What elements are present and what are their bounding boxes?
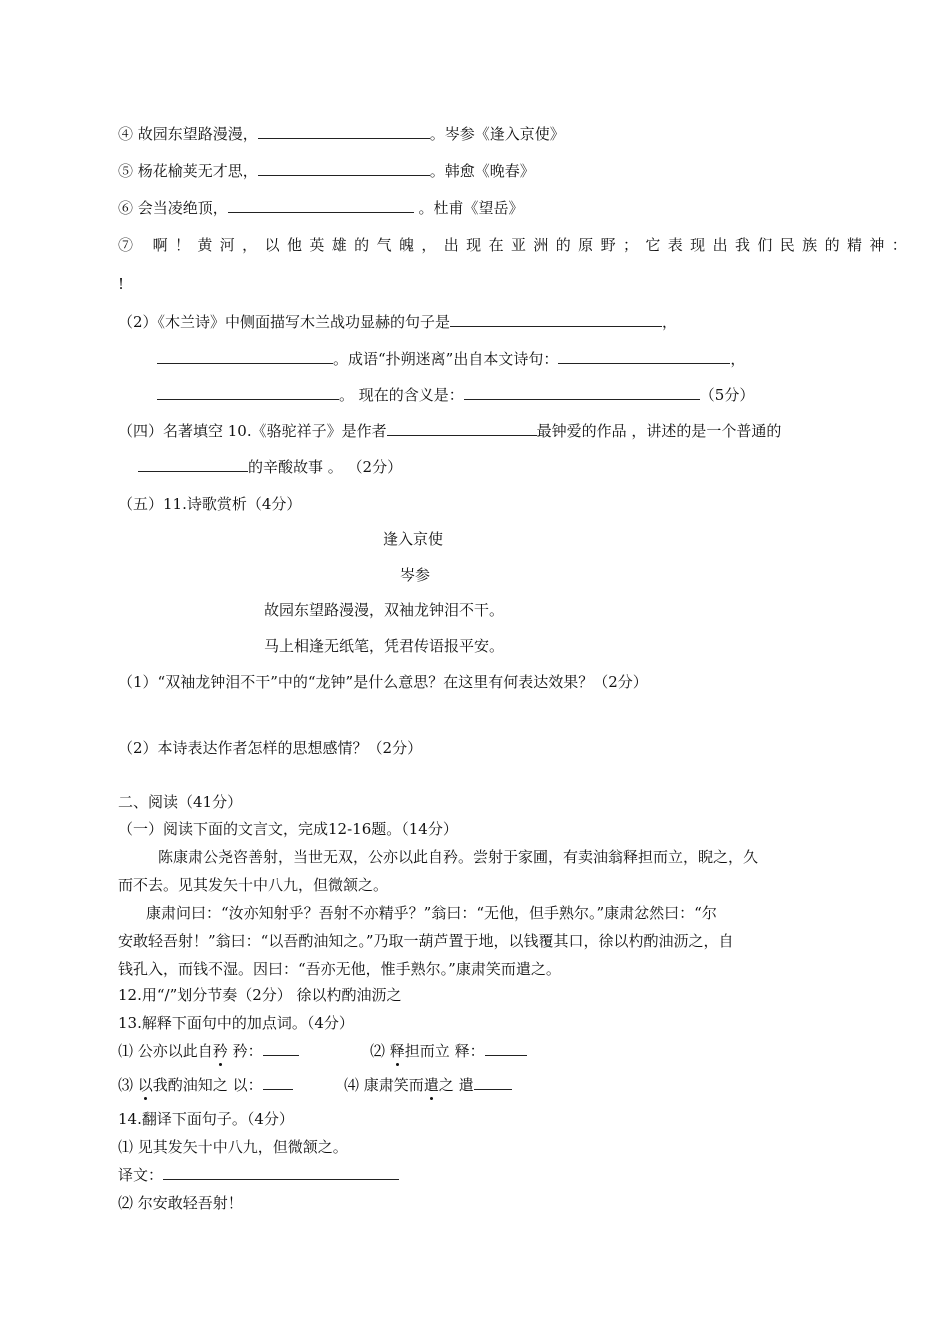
question-13-2 [370,1041,527,1061]
dotted-word: 矜 [212,1042,228,1060]
poem-5-text: ⑤ 杨花榆荚无才思， [118,162,258,180]
passage-p2-line1: 康肃问曰：“汝亦知射乎？吾射不亦精乎？”翁曰：“无他，但手熟尔。”康肃忿然曰：“尔 [146,904,717,922]
answer-blank[interactable] [450,312,662,327]
q13-1-text: ⑴ 公亦以此自 [118,1042,213,1060]
poem-line-7-end: ! [118,275,125,293]
question-13-1 [118,1041,299,1061]
question-13: 13.解释下面句中的加点词。（4分） [118,1014,354,1032]
poem-6-source: 。杜甫《望岳》 [413,199,524,217]
answer-blank[interactable] [485,1041,527,1056]
answer-blank[interactable] [263,1075,293,1090]
q13-4-text: ⑷ 康肃笑而 [344,1076,424,1094]
mulan-q2-text: 。成语“扑朔迷离”出自本文诗句： [333,350,559,368]
answer-blank[interactable] [258,124,430,139]
poem-6-text: ⑥ 会当凌绝顶， [118,199,228,217]
question-13-4 [344,1075,512,1095]
poem-verse-1: 故园东望路漫漫，双袖龙钟泪不干。 [264,601,505,619]
answer-blank[interactable] [138,457,248,472]
q13-4-label: 之 遣 [438,1076,474,1094]
dotted-word: 释 [389,1042,405,1060]
question-14: 14.翻译下面句子。（4分） [118,1110,294,1128]
poem-title: 逢入京使 [383,530,444,548]
answer-blank[interactable] [258,161,430,176]
mulan-question-3 [157,385,754,405]
classic-question-2 [138,457,402,477]
passage-p1-line2: 而不去。见其发矢十中八九，但微颔之。 [118,876,389,894]
answer-blank[interactable] [387,421,537,436]
question-13-3 [118,1075,293,1095]
translation-label: 译文： [118,1166,164,1184]
poem-4-source: 。岑参《逢入京使》 [429,125,565,143]
poem-line-7: ⑦ 啊！黄河，以他英雄的气魄，出现在亚洲的原野；它表现出我们民族的精神： [118,236,915,254]
classic-q1-tail: 最钟爱的作品 ，讲述的是一个普通的 [536,422,782,440]
q13-2-label: 担而立 释： [404,1042,485,1060]
poem-5-source: 。韩愈《晚春》 [429,162,535,180]
poem-line-6 [118,198,524,218]
question-14-1: ⑴ 见其发矢十中八九，但微颔之。 [118,1138,348,1156]
poetry-question-1: （1）“双袖龙钟泪不干”中的“龙钟”是什么意思？在这里有何表达效果？（2分） [118,673,648,691]
question-14-2: ⑵ 尔安敢轻吾射！ [118,1194,243,1212]
classic-q2-text: 的辛酸故事 。 （2分） [248,458,403,476]
poem-author: 岑参 [400,566,431,584]
answer-blank[interactable] [263,1041,299,1056]
answer-blank[interactable] [157,385,339,400]
score-label: （5分） [699,386,755,404]
answer-blank[interactable] [157,349,333,364]
q13-3-label: 我酌油知之 以： [152,1076,263,1094]
passage-p2-line2: 安敢轻吾射！”翁曰：“以吾酌油知之。”乃取一葫芦置于地，以钱覆其口，徐以杓酌油沥之，自 [118,932,734,950]
punctuation: ， [662,313,678,331]
punctuation: ， [730,350,746,368]
translation-row [118,1165,399,1185]
classic-q1-text: （四）名著填空 10.《骆驼祥子》是作者 [118,422,387,440]
answer-blank[interactable] [464,385,700,400]
poetry-heading: （五）11.诗歌赏析（4分） [118,495,302,513]
poetry-question-2: （2）本诗表达作者怎样的思想感情？（2分） [118,739,423,757]
q13-3-text: ⑶ [118,1076,138,1094]
reading-heading: 二、阅读（41分） [118,793,243,811]
poem-line-5 [118,161,535,181]
mulan-q3-text: 。 现在的含义是： [339,386,464,404]
answer-blank[interactable] [228,198,414,213]
mulan-question-2 [157,349,745,369]
passage-p1-line1: 陈康肃公尧咨善射，当世无双，公亦以此自矜。尝射于家圃，有卖油翁释担而立，睨之，久 [158,848,759,866]
answer-blank[interactable] [558,349,730,364]
mulan-q1-text: （2）《木兰诗》中侧面描写木兰战功显赫的句子是 [118,313,451,331]
poem-verse-2: 马上相逢无纸笔，凭君传语报平安。 [264,637,505,655]
answer-blank[interactable] [474,1075,512,1090]
poem-4-text: ④ 故园东望路漫漫， [118,125,258,143]
dotted-word: 以 [137,1076,153,1094]
dotted-word: 遣 [423,1076,439,1094]
q13-1-label: 矜： [227,1042,263,1060]
classic-question-1 [118,421,781,441]
question-12: 12.用“/”划分节奏（2分） 徐以杓酌油沥之 [118,986,402,1004]
poem-line-4 [118,124,565,144]
mulan-question-1 [118,312,677,332]
q13-2-text: ⑵ [370,1042,390,1060]
reading-subheading: （一）阅读下面的文言文，完成12-16题。（14分） [118,820,458,838]
passage-p2-line3: 钱孔入，而钱不湿。因曰：“吾亦无他，惟手熟尔。”康肃笑而遣之。 [118,960,561,978]
answer-blank[interactable] [163,1165,399,1180]
